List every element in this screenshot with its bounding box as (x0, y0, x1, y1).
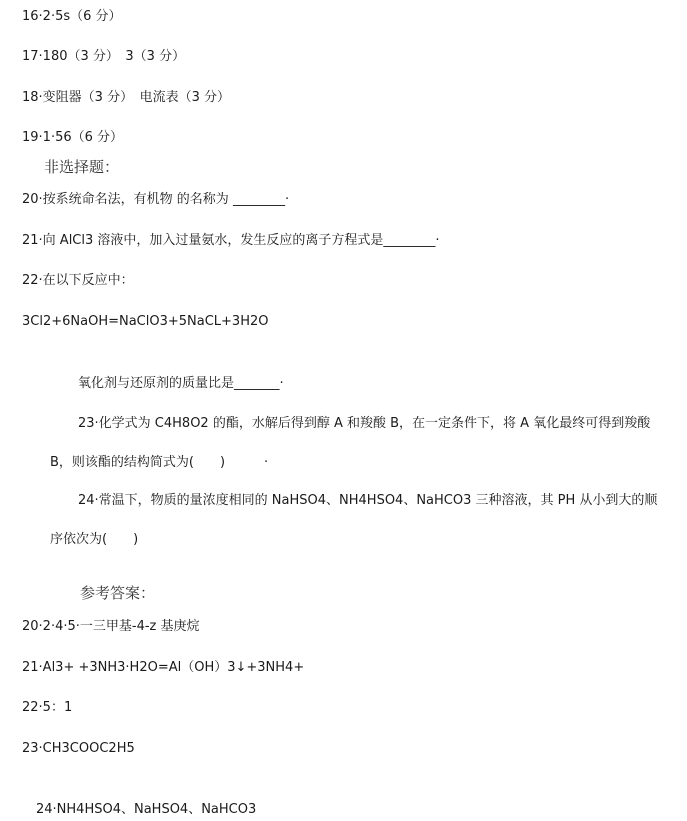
question-21: 21·向 AlCl3 溶液中，加入过量氨水，发生反应的离子方程式是________· (22, 233, 440, 248)
answer-17: 17·180（3 分） 3（3 分） (22, 49, 186, 64)
answer-23: 23·CH3COOC2H5 (22, 741, 135, 756)
answer-16: 16·2·5s（6 分） (22, 9, 122, 24)
question-24-cont: 序依次为( ) (50, 532, 139, 547)
answer-20: 20·2·4·5·一三甲基-4-z 基庚烷 (22, 619, 200, 634)
question-20: 20·按系统命名法，有机物 的名称为 ________· (22, 192, 290, 207)
question-23: 23·化学式为 C4H8O2 的酯，水解后得到醇 A 和羧酸 B，在一定条件下，将 A 氧化最终可得到羧酸 (78, 416, 651, 431)
question-22-ask: 氧化剂与还原剂的质量比是_______· (78, 376, 284, 391)
answer-24: 24·NH4HSO4、NaHSO4、NaHCO3 (36, 802, 257, 817)
section-heading-nonchoice: 非选择题： (44, 158, 120, 176)
question-23-cont: B，则该酯的结构简式为( ) · (50, 455, 269, 470)
question-22: 22·在以下反应中： (22, 273, 134, 288)
section-heading-reference: 参考答案： (80, 584, 156, 602)
answer-22: 22·5：1 (22, 700, 73, 715)
question-24: 24·常温下，物质的量浓度相同的 NaHSO4、NH4HSO4、NaHCO3 三种溶液，其 PH 从小到大的顺 (78, 493, 658, 508)
question-22-equation: 3Cl2+6NaOH=NaClO3+5NaCL+3H2O (22, 314, 269, 329)
answer-21: 21·Al3+ +3NH3·H2O=Al（OH）3↓+3NH4+ (22, 660, 305, 675)
answer-19: 19·1·56（6 分） (22, 130, 124, 145)
answer-18: 18·变阻器（3 分） 电流表（3 分） (22, 90, 230, 105)
